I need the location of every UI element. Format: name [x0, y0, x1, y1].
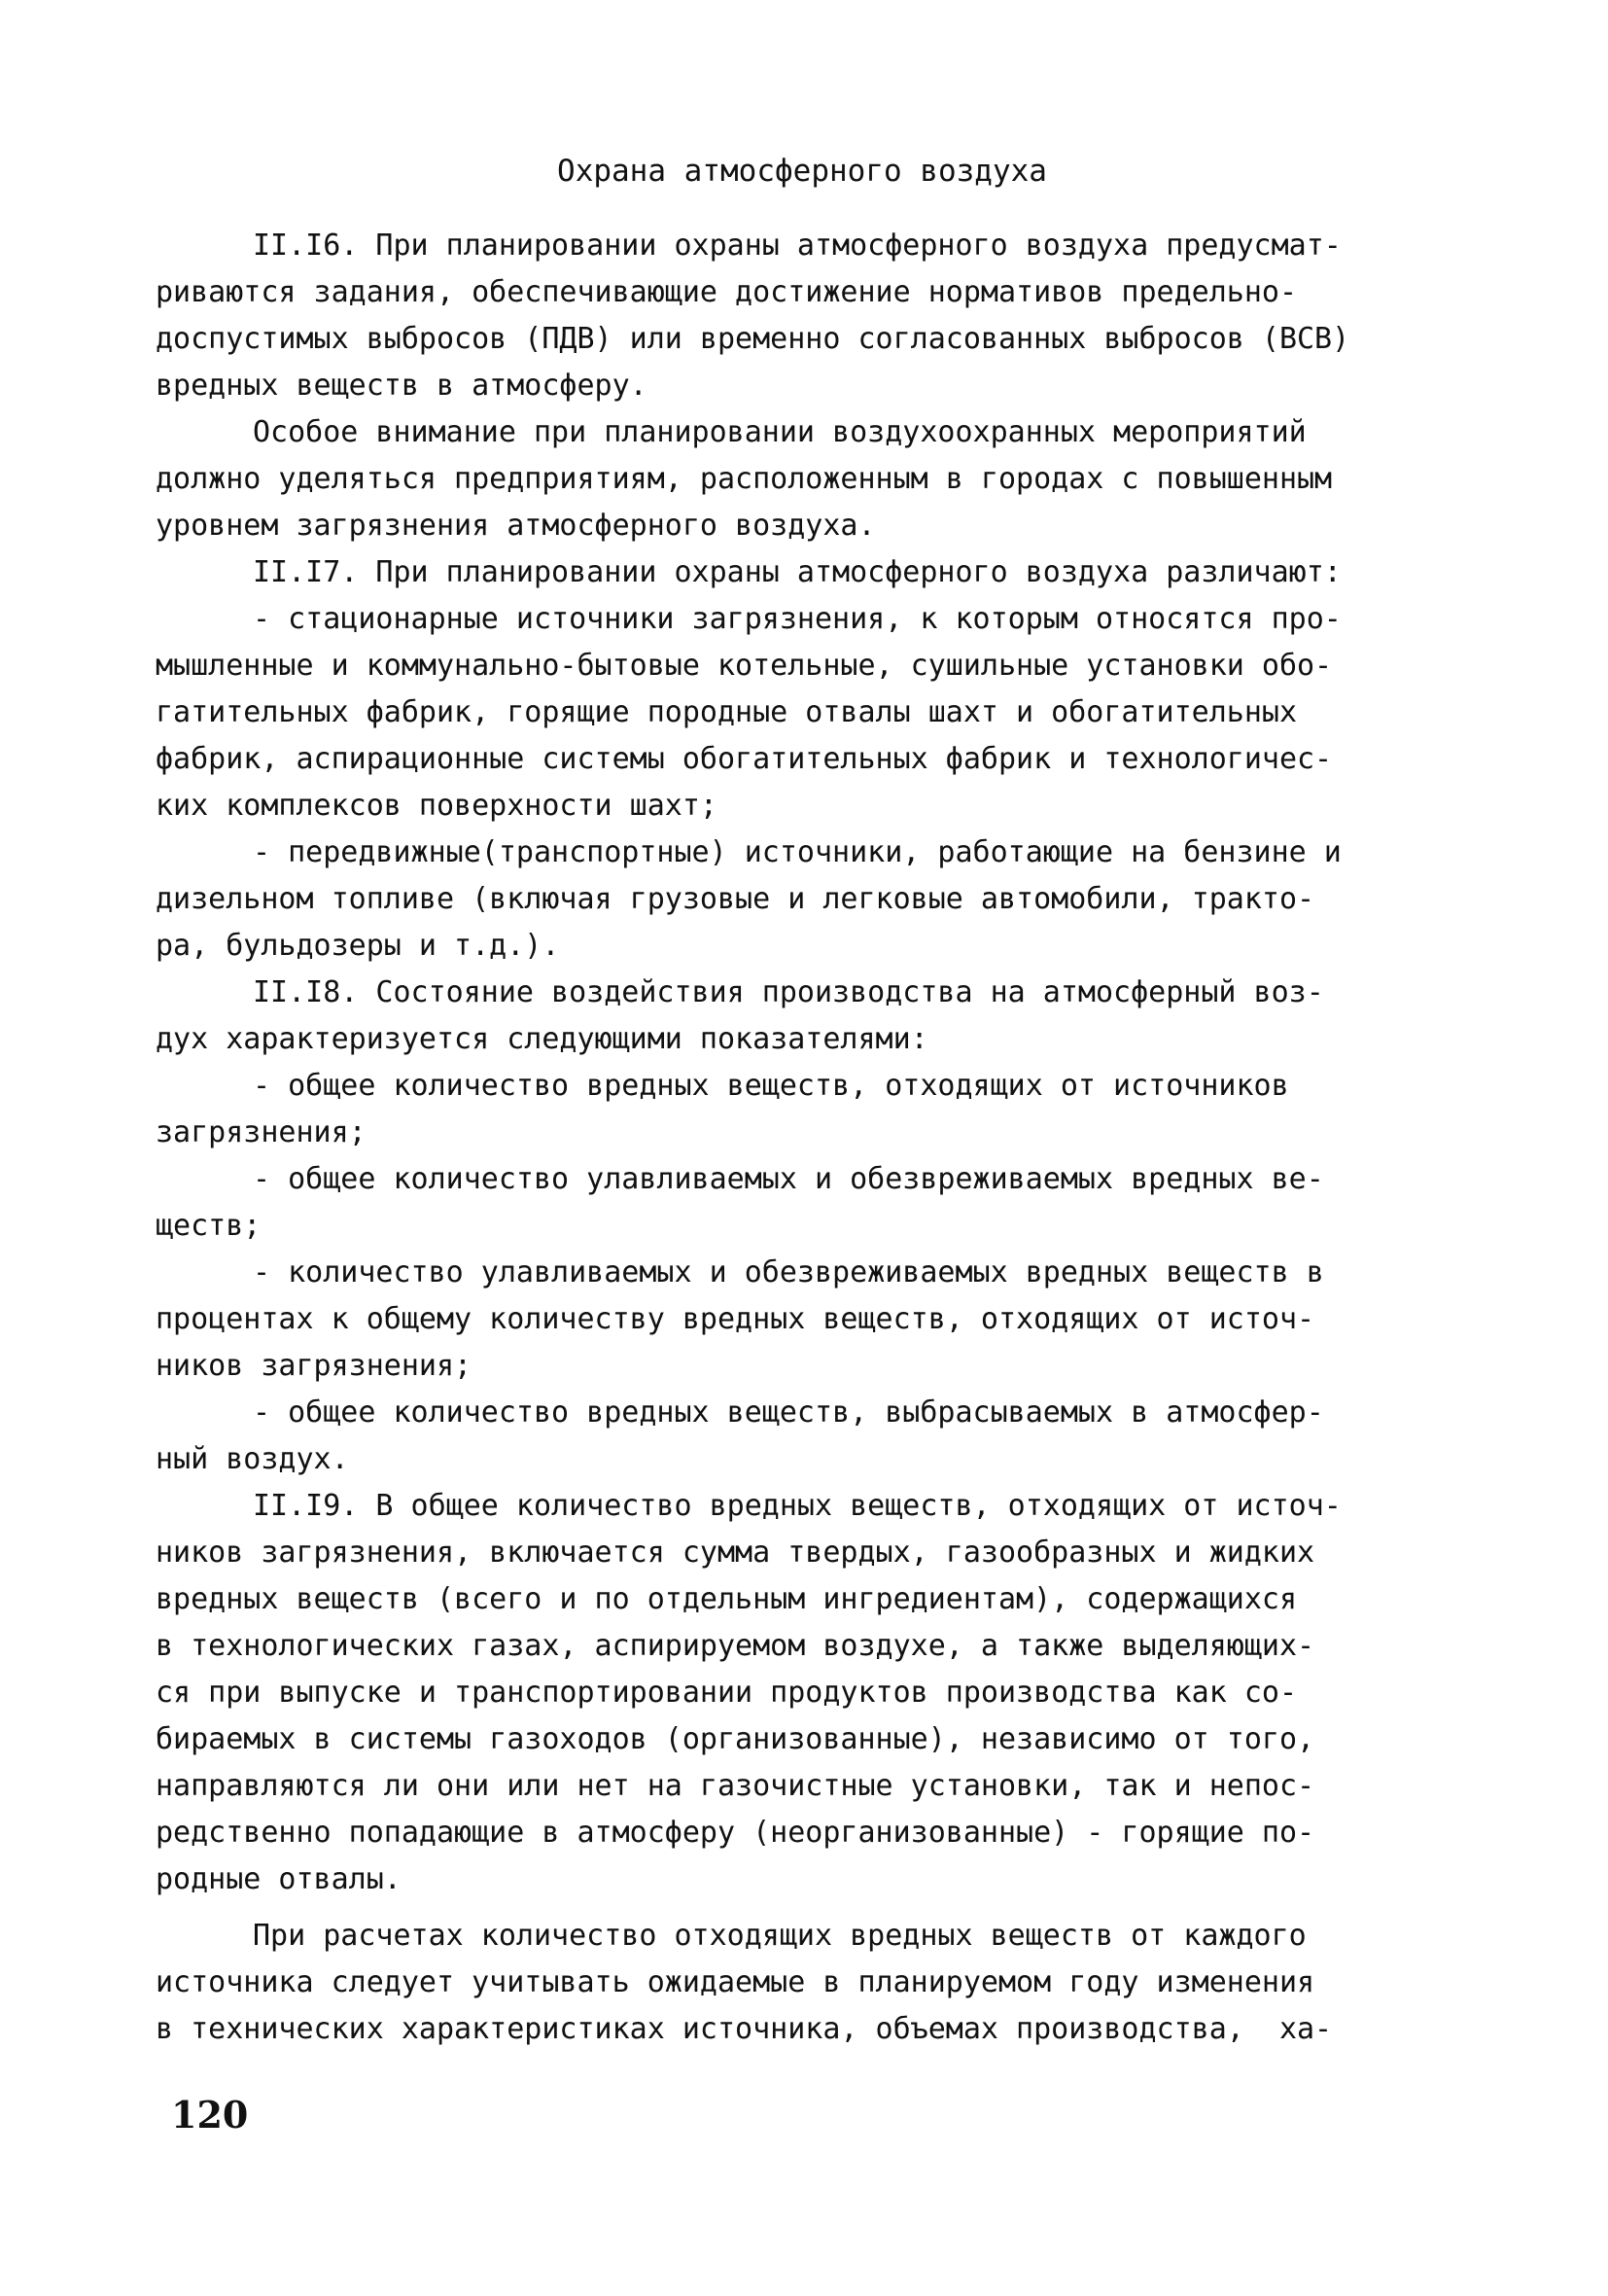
section-heading: Охрана атмосферного воздуха — [557, 154, 1047, 189]
paragraph-line: вредных веществ в атмосферу. — [156, 369, 647, 403]
paragraph-line: редственно попадающие в атмосферу (неорганизованные) - горящие по- — [156, 1816, 1315, 1850]
list-item-line: загрязнения; — [156, 1115, 367, 1149]
paragraph-line: При расчетах количество отходящих вредных веществ от каждого — [253, 1919, 1307, 1953]
paragraph-line: родные отвалы. — [156, 1862, 402, 1896]
list-item-line: - передвижные(транспортные) источники, работающие на бензине и — [253, 835, 1342, 869]
list-item-line: дизельном топливе (включая грузовые и легковые автомобили, тракто- — [156, 882, 1315, 916]
paragraph-line: должно уделяться предприятиям, расположенным в городах с повышенным — [156, 462, 1333, 496]
paragraph-line: риваются задания, обеспечивающие достижение нормативов предельно- — [156, 275, 1297, 309]
page-number: 120 — [171, 2093, 249, 2137]
list-item-line: процентах к общему количеству вредных веществ, отходящих от источ- — [156, 1302, 1315, 1336]
list-item-line: фабрик, аспирационные системы обогатительных фабрик и технологичес- — [156, 742, 1333, 776]
paragraph-line: доспустимых выбросов (ПДВ) или временно согласованных выбросов (ВСВ) — [156, 322, 1350, 356]
paragraph-line: бираемых в системы газоходов (организованные), независимо от того, — [156, 1722, 1315, 1756]
paragraph-line: вредных веществ (всего и по отдельным ингредиентам), содержащихся — [156, 1582, 1297, 1616]
list-item-line: ществ; — [156, 1209, 262, 1243]
body-text — [156, 223, 1449, 2053]
list-item-line: ный воздух. — [156, 1442, 349, 1476]
list-item-line: мышленные и коммунально-бытовые котельные, сушильные установки обо- — [156, 649, 1333, 683]
list-item-line: гатительных фабрик, горящие породные отвалы шахт и обогатительных — [156, 695, 1297, 729]
paragraph-line: II.I9. В общее количество вредных веществ, отходящих от источ- — [253, 1489, 1342, 1523]
paragraph-line: дух характеризуется следующими показателями: — [156, 1022, 928, 1056]
list-item-line: ра, бульдозеры и т.д.). — [156, 929, 560, 963]
list-item-line: - общее количество вредных веществ, выбрасываемых в атмосфер- — [253, 1395, 1324, 1430]
paragraph-line: ся при выпуске и транспортировании продуктов производства как со- — [156, 1676, 1297, 1710]
list-item-line: ников загрязнения; — [156, 1349, 472, 1383]
paragraph-line: источника следует учитывать ожидаемые в планируемом году изменения — [156, 1965, 1315, 1999]
list-item-line: - количество улавливаемых и обезвреживаемых вредных веществ в — [253, 1255, 1324, 1289]
paragraph-line: в технических характеристиках источника, объемах производства, ха- — [156, 2012, 1333, 2046]
paragraph-line: II.I8. Состояние воздействия производства на атмосферный воз- — [253, 975, 1324, 1009]
paragraph-line: направляются ли они или нет на газочистные установки, так и непос- — [156, 1769, 1315, 1803]
list-item-line: ких комплексов поверхности шахт; — [156, 789, 717, 823]
paragraph-line: уровнем загрязнения атмосферного воздуха. — [156, 509, 876, 543]
paragraph-line: II.I6. При планировании охраны атмосферного воздуха предусмат- — [253, 229, 1342, 263]
paragraph-line: II.I7. При планировании охраны атмосферного воздуха различают: — [253, 555, 1342, 589]
list-item-line: - общее количество улавливаемых и обезвреживаемых вредных ве- — [253, 1162, 1324, 1196]
paragraph-line: ников загрязнения, включается сумма твердых, газообразных и жидких — [156, 1536, 1315, 1570]
paragraph-line: в технологических газах, аспирируемом воздухе, а также выделяющих- — [156, 1629, 1315, 1663]
list-item-line: - общее количество вредных веществ, отходящих от источников — [253, 1069, 1289, 1103]
list-item-line: - стационарные источники загрязнения, к которым относятся про- — [253, 602, 1342, 636]
paragraph-line: Особое внимание при планировании воздухоохранных мероприятий — [253, 415, 1307, 449]
